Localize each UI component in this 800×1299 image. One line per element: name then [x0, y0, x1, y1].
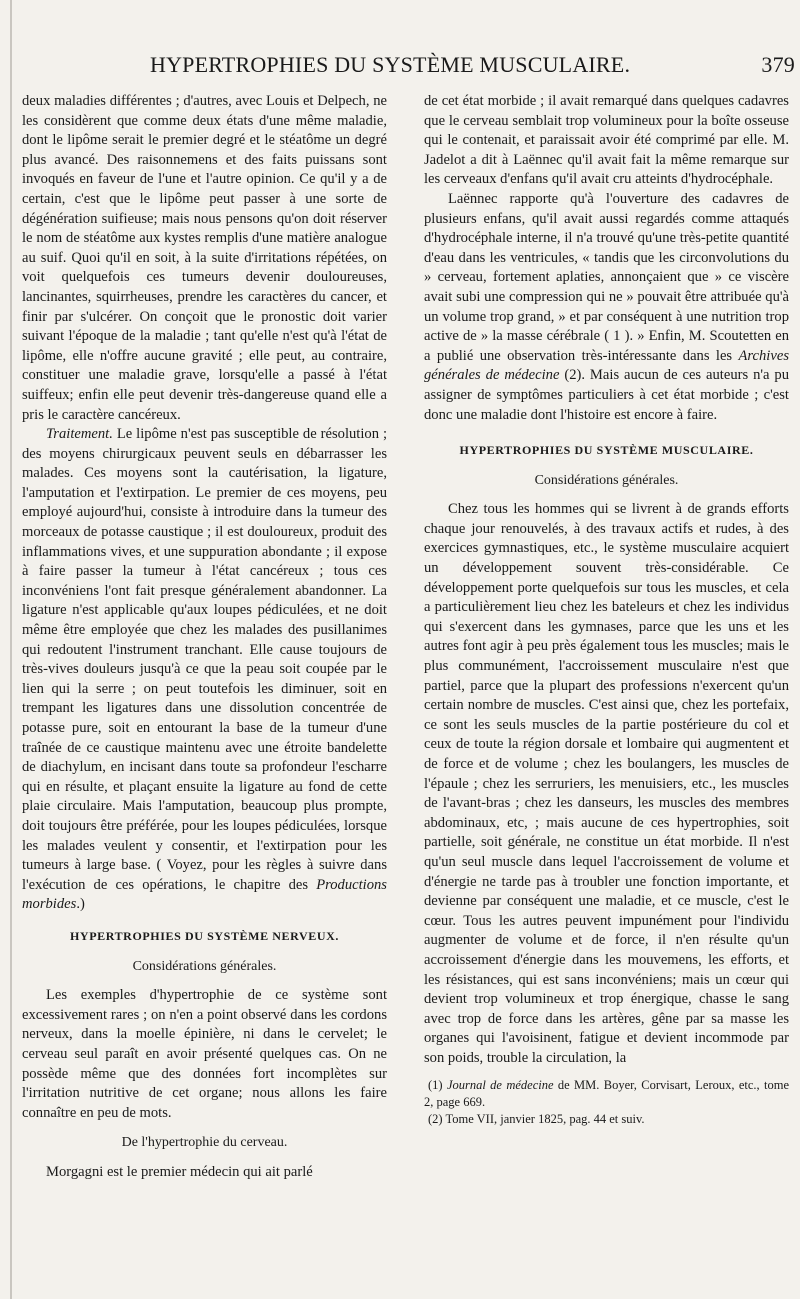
paren-close: .)	[76, 896, 85, 913]
running-title: HYPERTROPHIES DU SYSTÈME MUSCULAIRE.	[150, 52, 631, 77]
treatment-text: Le lipôme n'est pas susceptible de résolution ; des moyens chirurgicaux peuvent seuls en débarrasser les malades. Ces moyens sont la cautérisation, la ligature, l'amputation et l'extirpation. Le premier de ces moyens, peu employé aujourd'hui, consiste à introduire dans la tumeur des morceaux de potasse caustique ; il est douloureux, produit des inflammations vives, et une suppuration abondante ; il expose à faire passer la tumeur à l'état cancéreux ; tous ces inconvéniens l'ont fait presque généralement abandonner. La ligature n'est applicable qu'aux loupes pédiculées, et ne doit même être employée que chez les malades des pusillanimes qui redoutent l'instrument tranchant. Elle cause toujours de très-vives douleurs jusqu'à ce que la peau soit coupée par le lien qui la serre ; on peut toutefois les diminuer, soit en trempant les ligatures dans une dissolution concentrée de potasse pure, soit en entourant la base de la tumeur d'une traînée de ce caustique maintenu avec une étroite bandelette de diachylum, en incisant dans toute sa profondeur l'escharre qui en résulte, et plaçant ensuite la ligature au fond de cette plaie circulaire. Mais l'amputation, beaucoup plus prompte, doit toujours être préférée, pour les loupes pédiculées, lorsque les malades veulent y consentir, et l'extirpation pour les tumeurs à large base. ( Voyez, pour les règles à suivre dans l'exécution de ces opérations, le chapitre des	[22, 426, 387, 893]
footnote-1-marker: (1)	[428, 1077, 447, 1092]
treatment-label: Traitement.	[46, 426, 113, 443]
paragraph: Morgagni est le premier médecin qui ait parlé	[46, 1163, 313, 1180]
paragraph: Les exemples d'hypertrophie de ce système sont excessivement rares ; on n'en a point observé dans les cordons nerveux, dans la moelle épinière, ni dans le cervelet; le cerveau seul paraît en avoir présenté quelques cas. On ne possède même que des données fort incomplètes sur l'irritation nutritive de cet organe; nous allons les faire connaître en peu de mots.	[22, 987, 387, 1121]
left-column	[22, 92, 387, 1182]
paragraph-treatment	[22, 425, 387, 915]
laennec-text-end: (2). Mais aucun de ces auteurs n'a pu assigner de symptômes particuliers à cet état morbide ; c'est donc une maladie dont l'histoire est encore à faire.	[424, 367, 789, 423]
page-gutter-line	[10, 0, 12, 1299]
footnote-1-journal: Journal de médecine	[446, 1077, 554, 1092]
footnote-2: (2) Tome VII, janvier 1825, pag. 44 et suiv.	[428, 1111, 645, 1126]
paragraph: de cet état morbide ; il avait remarqué dans quelques cadavres que le cerveau semblait trop volumineux pour la boîte osseuse qui le contenait, et paraissait avoir été comprimé par elle. M. Jadelot a dit à Laënnec qu'il avait fait la même remarque sur les cerveaux d'enfans qu'il avait cru atteints d'hydrocéphale.	[424, 93, 789, 188]
paragraph-laennec	[424, 190, 789, 425]
section-subtitle: Considérations générales.	[534, 472, 679, 488]
footnote-1-text: de MM. Boyer, Corvisart, Leroux, etc., tome 2, page 669.	[424, 1077, 789, 1109]
archives-ref: Archives générales de médecine	[424, 347, 789, 384]
paragraph: Chez tous les hommes qui se livrent à de grands efforts chaque jour renouvelés, à des travaux actifs et rudes, à des exercices gymnastiques, etc., le système musculaire acquiert un développement souvent très-considérable. Ce développement porte quelquefois sur tous les muscles, et cela a particulièrement lieu chez les bateleurs et chez les individus qui s'exercent dans les gymnases, parce que les uns et les autres font agir à peu près également tous les muscles; mais le plus communément, l'accroissement musculaire n'est que partiel, parce que la plupart des professions n'exercent qu'un certain nombre de muscles. C'est ainsi que, chez les portefaix, ce sont les seuls muscles de la partie postérieure du col et ceux de toute la région dorsale et lombaire qui augmentent et de force et de volume ; chez les boulangers, les muscles de l'épaule ; chez les serruriers, les menuisiers, etc., les muscles de l'avant-bras ; chez les danseurs, les muscles des membres abdominaux, etc, ; mais aucune de ces hypertrophies, soit partielle, soit générale, ne constitue un état morbide. Il n'est qu'un seul muscle dans lequel l'accroissement de volume et d'énergie ne tarde pas à troubler une fonction importante, et devienne par conséquent une maladie, et ce muscle, c'est le cœur. Tous les autres peuvent impunément pour l'individu augmenter de volume et de force, il n'en résulte qu'un accroissement d'énergie dans les mouvemens, les efforts, et les résistances, qui est sans inconvéniens; mais un cœur qui devient trop volumineux et trop énergique, chasse le sang avec trop de force dans les artères, gêne par sa masse les organes qui l'avoisinent, fatigue et devient incommode par son poids, trouble la circulation, la	[424, 501, 789, 1066]
right-column	[424, 92, 789, 1128]
subsection-title-brain: De l'hypertrophie du cerveau.	[121, 1135, 288, 1151]
laennec-text: Laënnec rapporte qu'à l'ouverture des cadavres de plusieurs enfans, qu'il avait aussi regardés comme attaqués d'hydrocéphale interne, il n'a trouvé qu'une très-petite quantité d'eau dans les ventricules, « tandis que les circonvolutions du » cerveau, fortement aplaties, annonçaient que » ce viscère avait subi une compression qui ne » pouvait être attribuée qu'à un volume trop grand, » et par conséquent à une nutrition trop active de » la masse cérébrale ( 1 ). » Enfin, M. Scoutetten en a publié une observation très-intéressante dans les	[424, 190, 789, 364]
productions-morbides-ref: Productions morbides	[22, 876, 387, 913]
paragraph: deux maladies différentes ; d'autres, avec Louis et Delpech, ne les considèrent que comme deux états d'une même maladie, dont le lipôme serait le premier degré et le stéatôme un degré plus avancé. Des raisonnemens et des faits puissans sont invoqués en faveur de l'une et l'autre opinion. Ce qu'il y a de certain, c'est que le lipôme peut passer à une sorte de dégénération suifieuse; mais nous pensons qu'on doit réserver le nom de stéatôme aux kystes remplis d'une matière analogue au suif. Quoi qu'il en soit, à la suite d'irritations répétées, on voit quelquefois ces tumeurs devenir douloureuses, lancinantes, squirrheuses, prendre les caractères du cancer, et finir par s'ulcérer. On conçoit que le pronostic doit varier suivant l'époque de la maladie ; tant qu'elle n'est qu'à l'état de lipôme, elle n'offre aucune gravité ; elle peut, au contraire, constituer une maladie grave, lorsqu'elle a passé à l'état suiffeux; enfin elle peut devenir très-dangereuse quand elle a pris le caractère cancéreux.	[22, 93, 387, 423]
footnote-1	[424, 1077, 789, 1111]
footnotes	[424, 1077, 789, 1128]
running-header	[150, 52, 795, 84]
section-title-nervous: HYPERTROPHIES DU SYSTÈME NERVEUX.	[70, 928, 339, 943]
section-subtitle: Considérations générales.	[132, 958, 277, 974]
page-number: 379	[761, 52, 795, 77]
section-title-muscular: HYPERTROPHIES DU SYSTÈME MUSCULAIRE.	[459, 443, 754, 458]
